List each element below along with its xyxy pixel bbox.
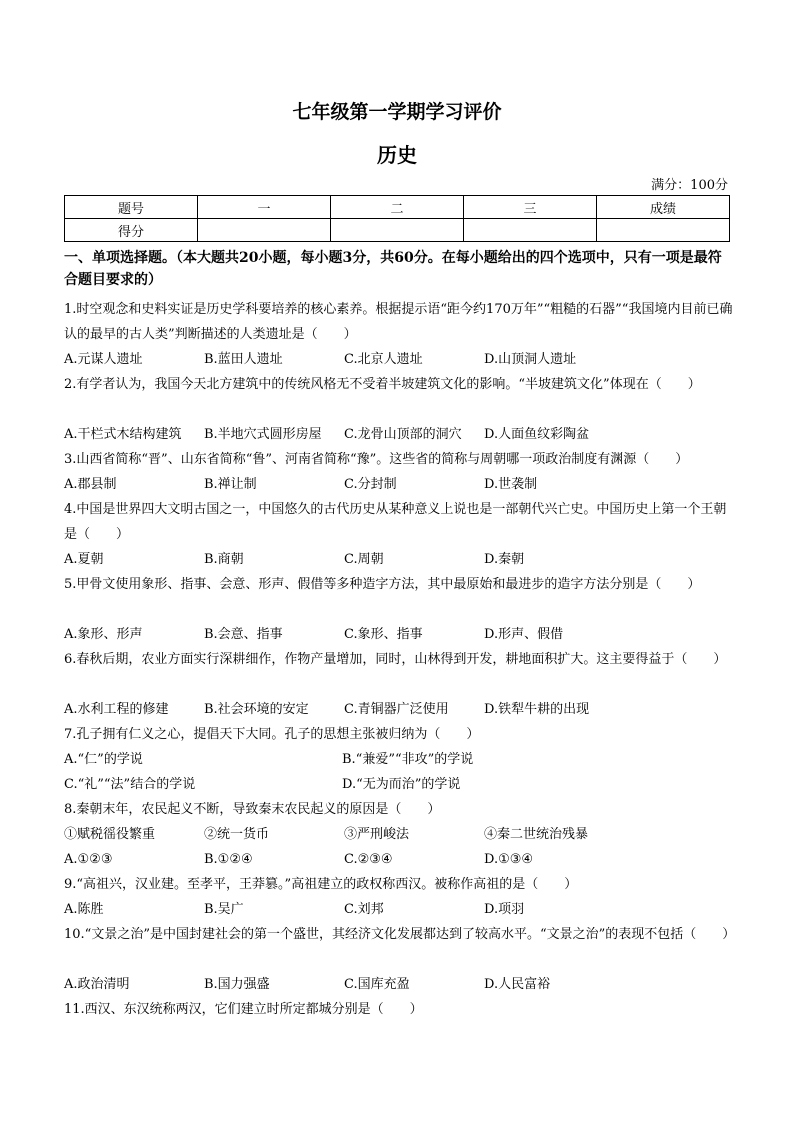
statement-item: ③严刑峻法 (344, 827, 410, 842)
question-items (64, 822, 734, 847)
option-c[interactable]: C.青铜器广泛使用 (344, 702, 449, 717)
question-options (64, 622, 734, 647)
option-d[interactable]: D.秦朝 (484, 552, 525, 567)
question-stem: 3.山西省简称“晋”、山东省简称“鲁”、河南省简称“豫”。这些省的简称与周朝哪一项政治制度有渊源（ ） (64, 452, 689, 467)
question-options (64, 697, 734, 722)
option-b[interactable]: B.吴广 (204, 902, 244, 917)
option-b[interactable]: B.国力强盛 (204, 977, 270, 992)
option-a[interactable]: A.元谋人遗址 (64, 352, 143, 367)
question-options (64, 347, 734, 372)
option-b[interactable]: B.“兼爱”“非攻”的学说 (342, 752, 474, 767)
score-table-header-row (65, 196, 730, 219)
score-table-cell: 三 (464, 196, 597, 219)
question-options (64, 847, 734, 872)
score-input-cell[interactable] (198, 219, 331, 242)
question-options (64, 547, 734, 572)
question-stem: 2.有学者认为，我国今天北方建筑中的传统风格无不受着半坡建筑文化的影响。“半坡建筑文化”体现在（ ） (64, 377, 701, 392)
option-d[interactable]: D.项羽 (484, 902, 525, 917)
option-d[interactable]: D.人面鱼纹彩陶盆 (484, 427, 590, 442)
option-a[interactable]: A.①②③ (64, 852, 113, 867)
full-score-label: 满分：100分 (651, 178, 728, 193)
score-input-cell[interactable] (597, 219, 730, 242)
option-c[interactable]: C.“礼”“法”结合的学说 (64, 777, 196, 792)
option-a[interactable]: A.夏朝 (64, 552, 104, 567)
option-c[interactable]: C.周朝 (344, 552, 384, 567)
question-options (64, 972, 734, 997)
option-b[interactable]: B.半地穴式圆形房屋 (204, 427, 322, 442)
question-options (64, 422, 734, 447)
score-table (64, 195, 730, 242)
statement-item: ④秦二世统治残暴 (484, 827, 589, 842)
option-d[interactable]: D.世袭制 (484, 477, 538, 492)
option-a[interactable]: A.“仁”的学说 (64, 752, 143, 767)
option-d[interactable]: D.人民富裕 (484, 977, 551, 992)
option-c[interactable]: C.国库充盈 (344, 977, 410, 992)
option-a[interactable]: A.陈胜 (64, 902, 104, 917)
statement-item: ①赋税徭役繁重 (64, 827, 156, 842)
option-b[interactable]: B.商朝 (204, 552, 244, 567)
score-table-cell: 二 (331, 196, 464, 219)
question-stem: 5.甲骨文使用象形、指事、会意、形声、假借等多种造字方法，其中最原始和最进步的造字方法分别是（ ） (64, 577, 701, 592)
score-table-cell: 题号 (65, 196, 198, 219)
score-input-cell[interactable] (464, 219, 597, 242)
subject-title: 历史 (377, 143, 417, 167)
score-table-cell: 一 (198, 196, 331, 219)
question-options (64, 472, 734, 497)
option-c[interactable]: C.②③④ (344, 852, 393, 867)
exam-title: 七年级第一学期学习评价 (292, 101, 502, 123)
option-a[interactable]: A.政治清明 (64, 977, 130, 992)
section-heading: 一、单项选择题。（本大题共20小题，每小题3分，共60分。在每小题给出的四个选项中，只有一项是最符合题目要求的） (64, 250, 722, 288)
option-d[interactable]: D.山顶洞人遗址 (484, 352, 577, 367)
question-stem: 8.秦朝末年，农民起义不断，导致秦末农民起义的原因是（ ） (64, 802, 441, 817)
question-stem: 11.西汉、东汉统称两汉，它们建立时所定都城分别是（ ） (64, 1002, 423, 1017)
option-c[interactable]: C.北京人遗址 (344, 352, 423, 367)
score-table-cell: 得分 (65, 219, 198, 242)
score-table-cell: 成绩 (597, 196, 730, 219)
option-d[interactable]: D.形声、假借 (484, 627, 564, 642)
option-b[interactable]: B.①②④ (204, 852, 253, 867)
question-stem: 9.“高祖兴，汉业建。至孝平，王莽篡。”高祖建立的政权称西汉。被称作高祖的是（ ） (64, 877, 578, 892)
option-a[interactable]: A.水利工程的修建 (64, 702, 169, 717)
option-a[interactable]: A.干栏式木结构建筑 (64, 427, 182, 442)
question-stem: 10.“文景之治”是中国封建社会的第一个盛世，其经济文化发展都达到了较高水平。“文景之治”的表现不包括（ ） (64, 927, 736, 942)
option-b[interactable]: B.蓝田人遗址 (204, 352, 283, 367)
question-stem: 4.中国是世界四大文明古国之一，中国悠久的古代历史从某种意义上说也是一部朝代兴亡史。中国历史上第一个王朝是（ ） (64, 502, 727, 542)
option-b[interactable]: B.禅让制 (204, 477, 257, 492)
option-c[interactable]: C.龙骨山顶部的洞穴 (344, 427, 462, 442)
option-c[interactable]: C.刘邦 (344, 902, 384, 917)
option-c[interactable]: C.分封制 (344, 477, 397, 492)
question-stem: 1.时空观念和史料实证是历史学科要培养的核心素养。根据提示语“距今约170万年”“粗糙的石器”“我国境内目前已确认的最早的古人类”判断描述的人类遗址是（ ） (64, 302, 733, 342)
option-b[interactable]: B.社会环境的安定 (204, 702, 309, 717)
option-d[interactable]: D.铁犁牛耕的出现 (484, 702, 590, 717)
option-a[interactable]: A.象形、形声 (64, 627, 143, 642)
statement-item: ②统一货币 (204, 827, 270, 842)
option-d[interactable]: D.“无为而治”的学说 (342, 777, 461, 792)
question-options (64, 897, 734, 922)
option-a[interactable]: A.郡县制 (64, 477, 117, 492)
question-stem: 7.孔子拥有仁义之心，提倡天下大同。孔子的思想主张被归纳为（ ） (64, 727, 480, 742)
question-options (64, 772, 734, 797)
question-stem: 6.春秋后期，农业方面实行深耕细作，作物产量增加，同时，山林得到开发，耕地面积扩大。这主要得益于（ ） (64, 652, 727, 667)
option-c[interactable]: C.象形、指事 (344, 627, 423, 642)
question-options (64, 747, 734, 772)
score-table-score-row (65, 219, 730, 242)
score-input-cell[interactable] (331, 219, 464, 242)
option-d[interactable]: D.①③④ (484, 852, 534, 867)
option-b[interactable]: B.会意、指事 (204, 627, 283, 642)
